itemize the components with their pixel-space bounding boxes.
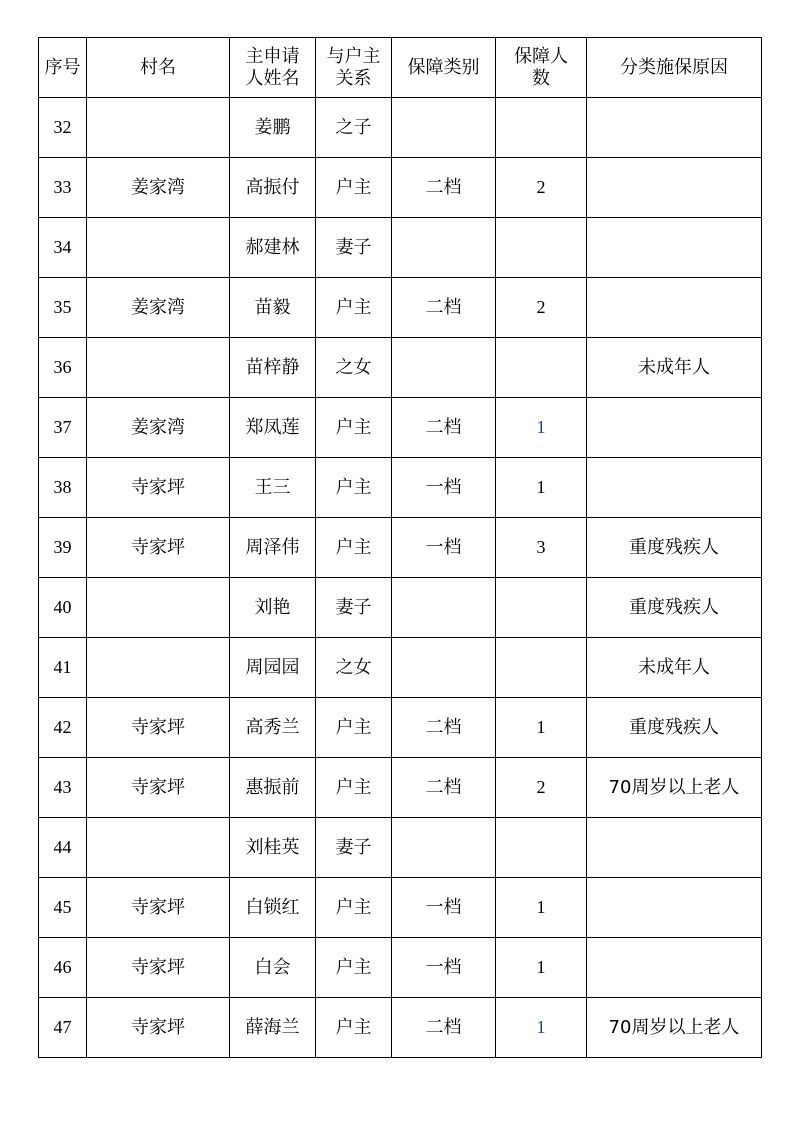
table-row xyxy=(39,338,762,398)
table-row xyxy=(39,278,762,338)
cell-relation: 之女 xyxy=(316,338,392,398)
cell-seq: 45 xyxy=(39,878,87,938)
cell-village: 寺家坪 xyxy=(87,878,230,938)
cell-seq: 40 xyxy=(39,578,87,638)
cell-category xyxy=(392,218,496,278)
table-row xyxy=(39,218,762,278)
cell-relation: 户主 xyxy=(316,938,392,998)
table-row xyxy=(39,878,762,938)
cell-applicant-name: 薛海兰 xyxy=(230,998,316,1058)
cell-category: 二档 xyxy=(392,758,496,818)
cell-applicant-name: 姜鹏 xyxy=(230,98,316,158)
cell-category xyxy=(392,818,496,878)
cell-reason: 70周岁以上老人 xyxy=(587,758,762,818)
cell-relation: 户主 xyxy=(316,278,392,338)
cell-category: 二档 xyxy=(392,158,496,218)
cell-applicant-name: 郝建林 xyxy=(230,218,316,278)
cell-seq: 36 xyxy=(39,338,87,398)
cell-village: 寺家坪 xyxy=(87,698,230,758)
table-row xyxy=(39,578,762,638)
cell-seq: 34 xyxy=(39,218,87,278)
cell-reason: 重度残疾人 xyxy=(587,698,762,758)
cell-seq: 33 xyxy=(39,158,87,218)
header-reason xyxy=(587,38,762,98)
cell-count: 2 xyxy=(496,158,587,218)
table-row xyxy=(39,998,762,1058)
table-row xyxy=(39,518,762,578)
header-text-line: 人姓名 xyxy=(245,67,300,89)
header-text-line: 村名 xyxy=(140,56,176,78)
header-row xyxy=(39,38,762,98)
cell-count xyxy=(496,218,587,278)
header-text-line: 关系 xyxy=(335,67,372,89)
table-body xyxy=(39,98,762,1058)
cell-category: 二档 xyxy=(392,278,496,338)
cell-relation: 户主 xyxy=(316,458,392,518)
cell-village xyxy=(87,818,230,878)
cell-seq: 44 xyxy=(39,818,87,878)
cell-seq: 39 xyxy=(39,518,87,578)
table-row xyxy=(39,758,762,818)
table-row xyxy=(39,638,762,698)
cell-category: 一档 xyxy=(392,518,496,578)
cell-category: 二档 xyxy=(392,698,496,758)
cell-count xyxy=(496,98,587,158)
cell-applicant-name: 周泽伟 xyxy=(230,518,316,578)
cell-count xyxy=(496,338,587,398)
header-text-line: 保障人 xyxy=(514,45,568,67)
cell-seq: 35 xyxy=(39,278,87,338)
cell-reason: 重度残疾人 xyxy=(587,518,762,578)
cell-applicant-name: 苗毅 xyxy=(230,278,316,338)
table-row xyxy=(39,818,762,878)
cell-village xyxy=(87,218,230,278)
cell-count: 1 xyxy=(496,458,587,518)
cell-category: 一档 xyxy=(392,878,496,938)
cell-reason xyxy=(587,398,762,458)
cell-reason xyxy=(587,818,762,878)
cell-count xyxy=(496,578,587,638)
cell-relation: 户主 xyxy=(316,758,392,818)
cell-relation: 户主 xyxy=(316,878,392,938)
table-header xyxy=(39,38,762,98)
cell-category: 二档 xyxy=(392,398,496,458)
header-text-line: 与户主 xyxy=(326,45,381,67)
header-text-line: 主申请 xyxy=(245,45,300,67)
cell-village: 寺家坪 xyxy=(87,458,230,518)
cell-relation: 妻子 xyxy=(316,818,392,878)
cell-relation: 之子 xyxy=(316,98,392,158)
cell-count: 1 xyxy=(496,698,587,758)
cell-seq: 32 xyxy=(39,98,87,158)
cell-category xyxy=(392,98,496,158)
cell-relation: 户主 xyxy=(316,518,392,578)
table-row xyxy=(39,938,762,998)
cell-seq: 43 xyxy=(39,758,87,818)
cell-category: 一档 xyxy=(392,458,496,518)
cell-village xyxy=(87,98,230,158)
cell-reason xyxy=(587,878,762,938)
cell-relation: 户主 xyxy=(316,398,392,458)
table-row xyxy=(39,98,762,158)
cell-reason: 70周岁以上老人 xyxy=(587,998,762,1058)
cell-village: 姜家湾 xyxy=(87,398,230,458)
cell-relation: 户主 xyxy=(316,998,392,1058)
cell-count xyxy=(496,818,587,878)
cell-reason xyxy=(587,218,762,278)
cell-reason: 未成年人 xyxy=(587,638,762,698)
cell-category: 二档 xyxy=(392,998,496,1058)
cell-applicant-name: 白会 xyxy=(230,938,316,998)
cell-applicant-name: 刘桂英 xyxy=(230,818,316,878)
cell-category xyxy=(392,638,496,698)
cell-village: 寺家坪 xyxy=(87,758,230,818)
cell-category xyxy=(392,578,496,638)
cell-relation: 之女 xyxy=(316,638,392,698)
cell-count: 1 xyxy=(496,878,587,938)
cell-village: 姜家湾 xyxy=(87,278,230,338)
cell-seq: 46 xyxy=(39,938,87,998)
cell-category: 一档 xyxy=(392,938,496,998)
header-relation xyxy=(316,38,392,98)
cell-applicant-name: 高秀兰 xyxy=(230,698,316,758)
cell-count: 2 xyxy=(496,278,587,338)
header-text-line: 分类施保原因 xyxy=(620,56,728,78)
header-text-line: 保障类别 xyxy=(407,56,480,78)
assistance-roster-table xyxy=(38,37,762,1058)
cell-village: 姜家湾 xyxy=(87,158,230,218)
cell-reason xyxy=(587,158,762,218)
cell-category xyxy=(392,338,496,398)
cell-reason xyxy=(587,98,762,158)
cell-reason xyxy=(587,458,762,518)
header-applicant-name xyxy=(230,38,316,98)
cell-reason xyxy=(587,938,762,998)
cell-village: 寺家坪 xyxy=(87,518,230,578)
cell-applicant-name: 郑凤莲 xyxy=(230,398,316,458)
cell-applicant-name: 王三 xyxy=(230,458,316,518)
cell-village xyxy=(87,338,230,398)
header-category xyxy=(392,38,496,98)
table-row xyxy=(39,158,762,218)
header-text-line: 数 xyxy=(532,67,550,89)
cell-count xyxy=(496,638,587,698)
cell-seq: 38 xyxy=(39,458,87,518)
cell-village: 寺家坪 xyxy=(87,998,230,1058)
cell-relation: 户主 xyxy=(316,158,392,218)
cell-reason: 未成年人 xyxy=(587,338,762,398)
cell-count: 2 xyxy=(496,758,587,818)
table-row xyxy=(39,698,762,758)
header-village xyxy=(87,38,230,98)
header-count xyxy=(496,38,587,98)
cell-reason xyxy=(587,278,762,338)
cell-seq: 47 xyxy=(39,998,87,1058)
cell-applicant-name: 刘艳 xyxy=(230,578,316,638)
cell-count: 3 xyxy=(496,518,587,578)
cell-reason: 重度残疾人 xyxy=(587,578,762,638)
cell-seq: 37 xyxy=(39,398,87,458)
cell-applicant-name: 高振付 xyxy=(230,158,316,218)
cell-village: 寺家坪 xyxy=(87,938,230,998)
cell-village xyxy=(87,578,230,638)
cell-relation: 妻子 xyxy=(316,578,392,638)
header-seq xyxy=(39,38,87,98)
cell-village xyxy=(87,638,230,698)
table-row xyxy=(39,398,762,458)
cell-count: 1 xyxy=(496,398,587,458)
header-text-line: 序号 xyxy=(44,56,81,78)
cell-relation: 户主 xyxy=(316,698,392,758)
cell-applicant-name: 惠振前 xyxy=(230,758,316,818)
cell-seq: 41 xyxy=(39,638,87,698)
cell-count: 1 xyxy=(496,998,587,1058)
cell-applicant-name: 苗梓静 xyxy=(230,338,316,398)
cell-applicant-name: 周园园 xyxy=(230,638,316,698)
cell-seq: 42 xyxy=(39,698,87,758)
table-row xyxy=(39,458,762,518)
cell-relation: 妻子 xyxy=(316,218,392,278)
cell-count: 1 xyxy=(496,938,587,998)
cell-applicant-name: 白锁红 xyxy=(230,878,316,938)
